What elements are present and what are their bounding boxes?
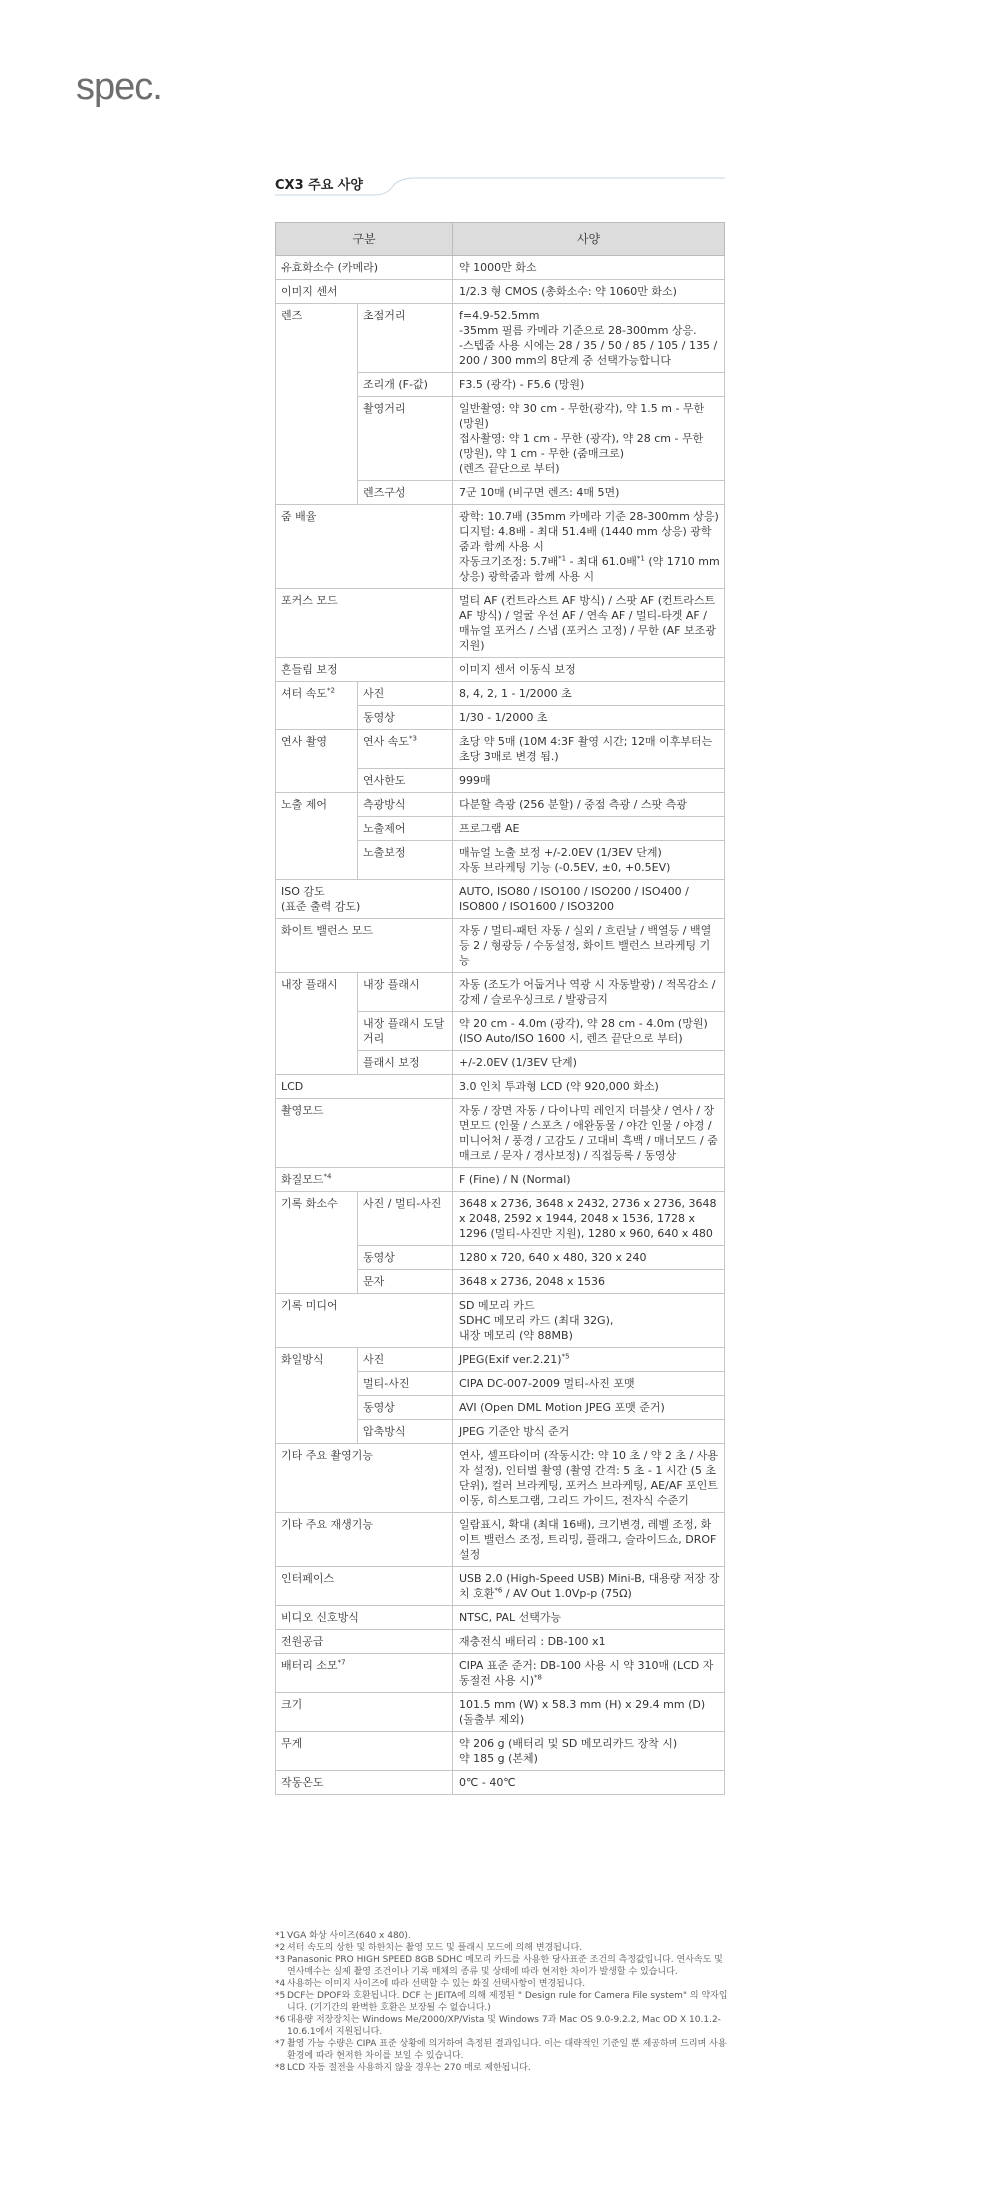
row-sublabel-text: 연사 속도	[363, 735, 410, 748]
row-sublabel: 사진	[358, 682, 453, 706]
row-value: 3.0 인치 투과형 LCD (약 920,000 화소)	[453, 1075, 725, 1099]
row-value: 101.5 mm (W) x 58.3 mm (H) x 29.4 mm (D) (돌출부 제외)	[453, 1693, 725, 1732]
row-sublabel: 초점거리	[358, 304, 453, 373]
table-row	[276, 1294, 725, 1348]
row-value-text: USB 2.0 (High-Speed USB) Mini-B, 대용량 저장 장치 호환	[459, 1572, 720, 1600]
row-label-text: 화질모드	[281, 1173, 324, 1186]
row-sublabel: 압축방식	[358, 1420, 453, 1444]
row-sublabel: 조리개 (F-값)	[358, 373, 453, 397]
row-label	[276, 1654, 453, 1693]
table-row	[276, 682, 725, 706]
row-value: 매뉴얼 노출 보정 +/-2.0EV (1/3EV 단계) 자동 브라케팅 기능 (-0.5EV, ±0, +0.5EV)	[453, 841, 725, 880]
row-value: 연사, 셀프타이머 (작동시간: 약 10 초 / 약 2 초 / 사용자 설정), 인터벌 촬영 (촬영 간격: 5 초 - 1 시간 (5 초 단위), 컬러 브라케팅, 포커스 브라케팅, AE/AF 포인트 이동, 히스토그램, 그리드 가이드, 전자식 수준기	[453, 1444, 725, 1513]
row-value: 자동 / 멀티-패턴 자동 / 실외 / 흐린날 / 백열등 / 백열등 2 / 형광등 / 수동설정, 화이트 밸런스 브라케팅 기능	[453, 919, 725, 973]
row-value: 초당 약 5매 (10M 4:3F 촬영 시간; 12매 이후부터는 초당 3매로 변경 됨.)	[453, 730, 725, 769]
footnote-text: 대용량 저장장치는 Windows Me/2000/XP/Vista 및 Windows 7과 Mac OS 9.0-9.2.2, Mac OD X 10.1.2-10.6.1에서 지원됩니다.	[287, 2015, 721, 2037]
row-value: 멀티 AF (컨트라스트 AF 방식) / 스팟 AF (컨트라스트 AF 방식) / 얼굴 우선 AF / 연속 AF / 멀티-타겟 AF / 매뉴얼 포커스 / 스냅 (포커스 고정) / 무한 (AF 보조광 지원)	[453, 589, 725, 658]
row-value: 약 206 g (배터리 및 SD 메모리카드 장착 시) 약 185 g (본체)	[453, 1732, 725, 1771]
row-value: 일반촬영: 약 30 cm - 무한(광각), 약 1.5 m - 무한 (망원) 접사촬영: 약 1 cm - 무한 (광각), 약 28 cm - 무한 (망원), 약 1 cm - 무한 (줌매크로) (렌즈 끝단으로 부터)	[453, 397, 725, 481]
row-value: AVI (Open DML Motion JPEG 포맷 준거)	[453, 1396, 725, 1420]
row-value: 약 20 cm - 4.0m (광각), 약 28 cm - 4.0m (망원) (ISO Auto/ISO 1600 시, 렌즈 끝단으로 부터)	[453, 1012, 725, 1051]
footnote-mark: *1	[275, 1931, 286, 1941]
row-value: SD 메모리 카드 SDHC 메모리 카드 (최대 32G), 내장 메모리 (약 88MB)	[453, 1294, 725, 1348]
row-value	[453, 1348, 725, 1372]
footnote-ref: *2	[327, 686, 335, 695]
table-row	[276, 589, 725, 658]
table-row	[276, 1732, 725, 1771]
row-value: 약 1000만 화소	[453, 256, 725, 280]
table-row	[276, 1444, 725, 1513]
footnote-mark: *6	[275, 2015, 286, 2025]
row-value: 이미지 센서 이동식 보정	[453, 658, 725, 682]
row-label: ISO 감도 (표준 출력 감도)	[276, 880, 453, 919]
row-label: 무게	[276, 1732, 453, 1771]
footnote	[275, 1954, 730, 1978]
row-label	[276, 682, 358, 730]
footnote-ref: *1	[636, 554, 645, 563]
row-label: 렌즈	[276, 304, 358, 505]
footnote-ref: *6	[494, 1586, 503, 1595]
table-row	[276, 1168, 725, 1192]
footnote-ref: *3	[409, 734, 417, 743]
footnote-ref: *5	[561, 1352, 570, 1361]
row-value: 일람표시, 확대 (최대 16배), 크기변경, 레벨 조정, 화이트 밸런스 조정, 트리밍, 플래그, 슬라이드쇼, DROF설정	[453, 1513, 725, 1567]
row-value-text: / AV Out 1.0Vp-p (75Ω)	[502, 1587, 632, 1600]
footnotes	[275, 1930, 730, 2074]
row-sublabel: 촬영거리	[358, 397, 453, 481]
footnote	[275, 2062, 730, 2074]
spec-table	[275, 222, 725, 1795]
row-value-text: CIPA 표준 준거: DB-100 사용 시 약 310매 (LCD 자동절전 사용 시)	[459, 1659, 714, 1687]
footnote	[275, 1930, 730, 1942]
row-value: AUTO, ISO80 / ISO100 / ISO200 / ISO400 / ISO800 / ISO1600 / ISO3200	[453, 880, 725, 919]
row-label: 포커스 모드	[276, 589, 453, 658]
row-sublabel: 동영상	[358, 706, 453, 730]
row-value	[453, 1654, 725, 1693]
footnote-ref: *7	[337, 1658, 346, 1667]
row-value: f=4.9-52.5mm -35mm 필름 카메라 기준으로 28-300mm 상응. -스텝줌 사용 시에는 28 / 35 / 50 / 85 / 105 / 135 / 200 / 300 mm의 8단계 중 선택가능합니다	[453, 304, 725, 373]
table-row	[276, 880, 725, 919]
footnote-ref: *4	[323, 1172, 332, 1181]
row-value: 1280 x 720, 640 x 480, 320 x 240	[453, 1246, 725, 1270]
row-value: 프로그램 AE	[453, 817, 725, 841]
row-label: 기록 화소수	[276, 1192, 358, 1294]
zoom-optical: 광학: 10.7배 (35mm 카메라 기준 28-300mm 상응)	[459, 510, 719, 523]
table-row	[276, 1654, 725, 1693]
row-sublabel: 동영상	[358, 1396, 453, 1420]
footnote	[275, 1990, 730, 2014]
row-value	[453, 1567, 725, 1606]
row-value-text: JPEG(Exif ver.2.21)	[459, 1353, 562, 1366]
footnote-text: VGA 화상 사이즈(640 x 480).	[287, 1931, 411, 1941]
footnote-text: DCF는 DPOF와 호환됩니다. DCF 는 JEITA에 의해 제정된 " Design rule for Camera File system" 의 약자입니다. (기기간의 완벽한 호환은 보장될 수 없습니다.)	[287, 1991, 728, 2013]
row-value: F (Fine) / N (Normal)	[453, 1168, 725, 1192]
table-row	[276, 1693, 725, 1732]
row-value: 자동 / 장면 자동 / 다이나믹 레인지 더블샷 / 연사 / 장면모드 (인물 / 스포츠 / 애완동물 / 야간 인물 / 야경 / 미니어처 / 풍경 / 고감도 / 고대비 흑백 / 매너모드 / 줌매크로 / 문자 / 경사보정) / 직접등록 / 동영상	[453, 1099, 725, 1168]
table-row	[276, 280, 725, 304]
row-sublabel: 렌즈구성	[358, 481, 453, 505]
table-row	[276, 1099, 725, 1168]
row-value: 재충전식 배터리 : DB-100 x1	[453, 1630, 725, 1654]
row-value: JPEG 기준안 방식 준거	[453, 1420, 725, 1444]
row-value: 1/2.3 형 CMOS (총화소수: 약 1060만 화소)	[453, 280, 725, 304]
table-row	[276, 658, 725, 682]
zoom-auto-a: 자동크기조정: 5.7배	[459, 555, 559, 568]
row-sublabel: 문자	[358, 1270, 453, 1294]
footnote	[275, 2014, 730, 2038]
row-sublabel: 내장 플래시 도달거리	[358, 1012, 453, 1051]
table-row	[276, 256, 725, 280]
row-label: 노출 제어	[276, 793, 358, 880]
row-sublabel: 내장 플래시	[358, 973, 453, 1012]
footnote-mark: *2	[275, 1943, 286, 1953]
row-value: +/-2.0EV (1/3EV 단계)	[453, 1051, 725, 1075]
row-label-text: 배터리 소모	[281, 1659, 338, 1672]
footnote-mark: *5	[275, 1991, 286, 2001]
table-row	[276, 1630, 725, 1654]
row-label: 화이트 밸런스 모드	[276, 919, 453, 973]
row-label: 작동온도	[276, 1771, 453, 1795]
footnote-mark: *8	[275, 2063, 286, 2073]
footnote-text: LCD 자동 절전을 사용하지 않을 경우는 270 매로 제한됩니다.	[287, 2063, 531, 2073]
row-value: 3648 x 2736, 3648 x 2432, 2736 x 2736, 3648 x 2048, 2592 x 1944, 2048 x 1536, 1728 x 1296 (멀티-사진만 지원), 1280 x 960, 640 x 480	[453, 1192, 725, 1246]
row-value: 3648 x 2736, 2048 x 1536	[453, 1270, 725, 1294]
table-row	[276, 919, 725, 973]
row-sublabel: 멀티-사진	[358, 1372, 453, 1396]
table-row	[276, 1192, 725, 1246]
row-value: F3.5 (광각) - F5.6 (망원)	[453, 373, 725, 397]
table-row	[276, 1567, 725, 1606]
table-row	[276, 1513, 725, 1567]
footnote	[275, 1978, 730, 1990]
header-spec: 사양	[453, 223, 725, 256]
table-row	[276, 1606, 725, 1630]
row-sublabel: 노출보정	[358, 841, 453, 880]
section-title: CX3 주요 사양	[275, 178, 363, 193]
row-value: 999매	[453, 769, 725, 793]
table-header-row	[276, 223, 725, 256]
row-sublabel: 측광방식	[358, 793, 453, 817]
footnote-text: 촬영 가능 수량은 CIPA 표준 상황에 의거하여 측정된 결과입니다. 이는 대략적인 기준일 뿐 제공하며 드리며 사용환경에 따라 현저한 차이를 보일 수 있습니다.	[287, 2039, 727, 2061]
footnote	[275, 2038, 730, 2062]
table-row	[276, 730, 725, 769]
footnote-text: 셔터 속도의 상한 및 하한치는 촬영 모드 및 플래시 모드에 의해 변경됩니다.	[287, 1943, 583, 1953]
row-sublabel: 플래시 보정	[358, 1051, 453, 1075]
row-label	[276, 1168, 453, 1192]
table-row	[276, 793, 725, 817]
row-label: 기타 주요 촬영기능	[276, 1444, 453, 1513]
zoom-auto-b: - 최대 61.0배	[566, 555, 637, 568]
row-label: 유효화소수 (카메라)	[276, 256, 453, 280]
row-sublabel	[358, 730, 453, 769]
table-row	[276, 973, 725, 1012]
footnote	[275, 1942, 730, 1954]
row-label: 기록 미디어	[276, 1294, 453, 1348]
table-row	[276, 1075, 725, 1099]
spec-logo: spec.	[76, 66, 162, 108]
footnote-mark: *4	[275, 1979, 286, 1989]
row-label: 기타 주요 재생기능	[276, 1513, 453, 1567]
footnote-mark: *7	[275, 2039, 286, 2049]
row-label: LCD	[276, 1075, 453, 1099]
row-label: 흔들림 보정	[276, 658, 453, 682]
row-label: 인터페이스	[276, 1567, 453, 1606]
table-row	[276, 1348, 725, 1372]
row-value: 0℃ - 40℃	[453, 1771, 725, 1795]
row-value: NTSC, PAL 선택가능	[453, 1606, 725, 1630]
table-row	[276, 304, 725, 373]
zoom-auto	[459, 554, 720, 584]
zoom-auto-c: (약 1710 mm 상응) 광학줌과 함께 사용 시	[459, 555, 720, 583]
row-sublabel: 사진 / 멀티-사진	[358, 1192, 453, 1246]
table-row	[276, 1771, 725, 1795]
footnote-ref: *1	[558, 554, 567, 563]
row-label-text: 셔터 속도	[281, 687, 328, 700]
footnote-text: 사용하는 이미지 사이즈에 따라 선택할 수 있는 화질 선택사항이 변경됩니다.	[287, 1979, 586, 1989]
footnote-mark: *3	[275, 1955, 286, 1965]
row-label: 연사 촬영	[276, 730, 358, 793]
row-sublabel: 노출제어	[358, 817, 453, 841]
row-label: 줌 배율	[276, 505, 453, 589]
row-label: 촬영모드	[276, 1099, 453, 1168]
header-category: 구분	[276, 223, 453, 256]
row-label: 전원공급	[276, 1630, 453, 1654]
row-sublabel: 동영상	[358, 1246, 453, 1270]
row-label: 화일방식	[276, 1348, 358, 1444]
row-value: 7군 10매 (비구면 렌즈: 4매 5면)	[453, 481, 725, 505]
row-sublabel: 연사한도	[358, 769, 453, 793]
row-value: 8, 4, 2, 1 - 1/2000 초	[453, 682, 725, 706]
row-label: 크기	[276, 1693, 453, 1732]
row-value: 1/30 - 1/2000 초	[453, 706, 725, 730]
footnote-text: Panasonic PRO HIGH SPEED 8GB SDHC 메모리 카드를 사용한 당사표준 조건의 측정값입니다. 연사속도 및 연사매수는 실제 촬영 조건이나 기록 매체의 종류 및 상태에 따라 현저한 차이가 발생할 수 있습니다.	[287, 1955, 723, 1977]
row-label: 내장 플래시	[276, 973, 358, 1075]
row-value: 자동 (조도가 어둡거나 역광 시 자동발광) / 적목감소 / 강제 / 슬로우싱크로 / 발광금지	[453, 973, 725, 1012]
row-sublabel: 사진	[358, 1348, 453, 1372]
zoom-digital: 디지털: 4.8배 - 최대 51.4배 (1440 mm 상응) 광학줌과 함께 사용 시	[459, 525, 712, 553]
row-label: 비디오 신호방식	[276, 1606, 453, 1630]
row-value	[453, 505, 725, 589]
row-value: 다분할 측광 (256 분할) / 중점 측광 / 스팟 측광	[453, 793, 725, 817]
row-label: 이미지 센서	[276, 280, 453, 304]
row-value: CIPA DC-007-2009 멀티-사진 포맷	[453, 1372, 725, 1396]
table-row	[276, 505, 725, 589]
footnote-ref: *8	[534, 1673, 543, 1682]
